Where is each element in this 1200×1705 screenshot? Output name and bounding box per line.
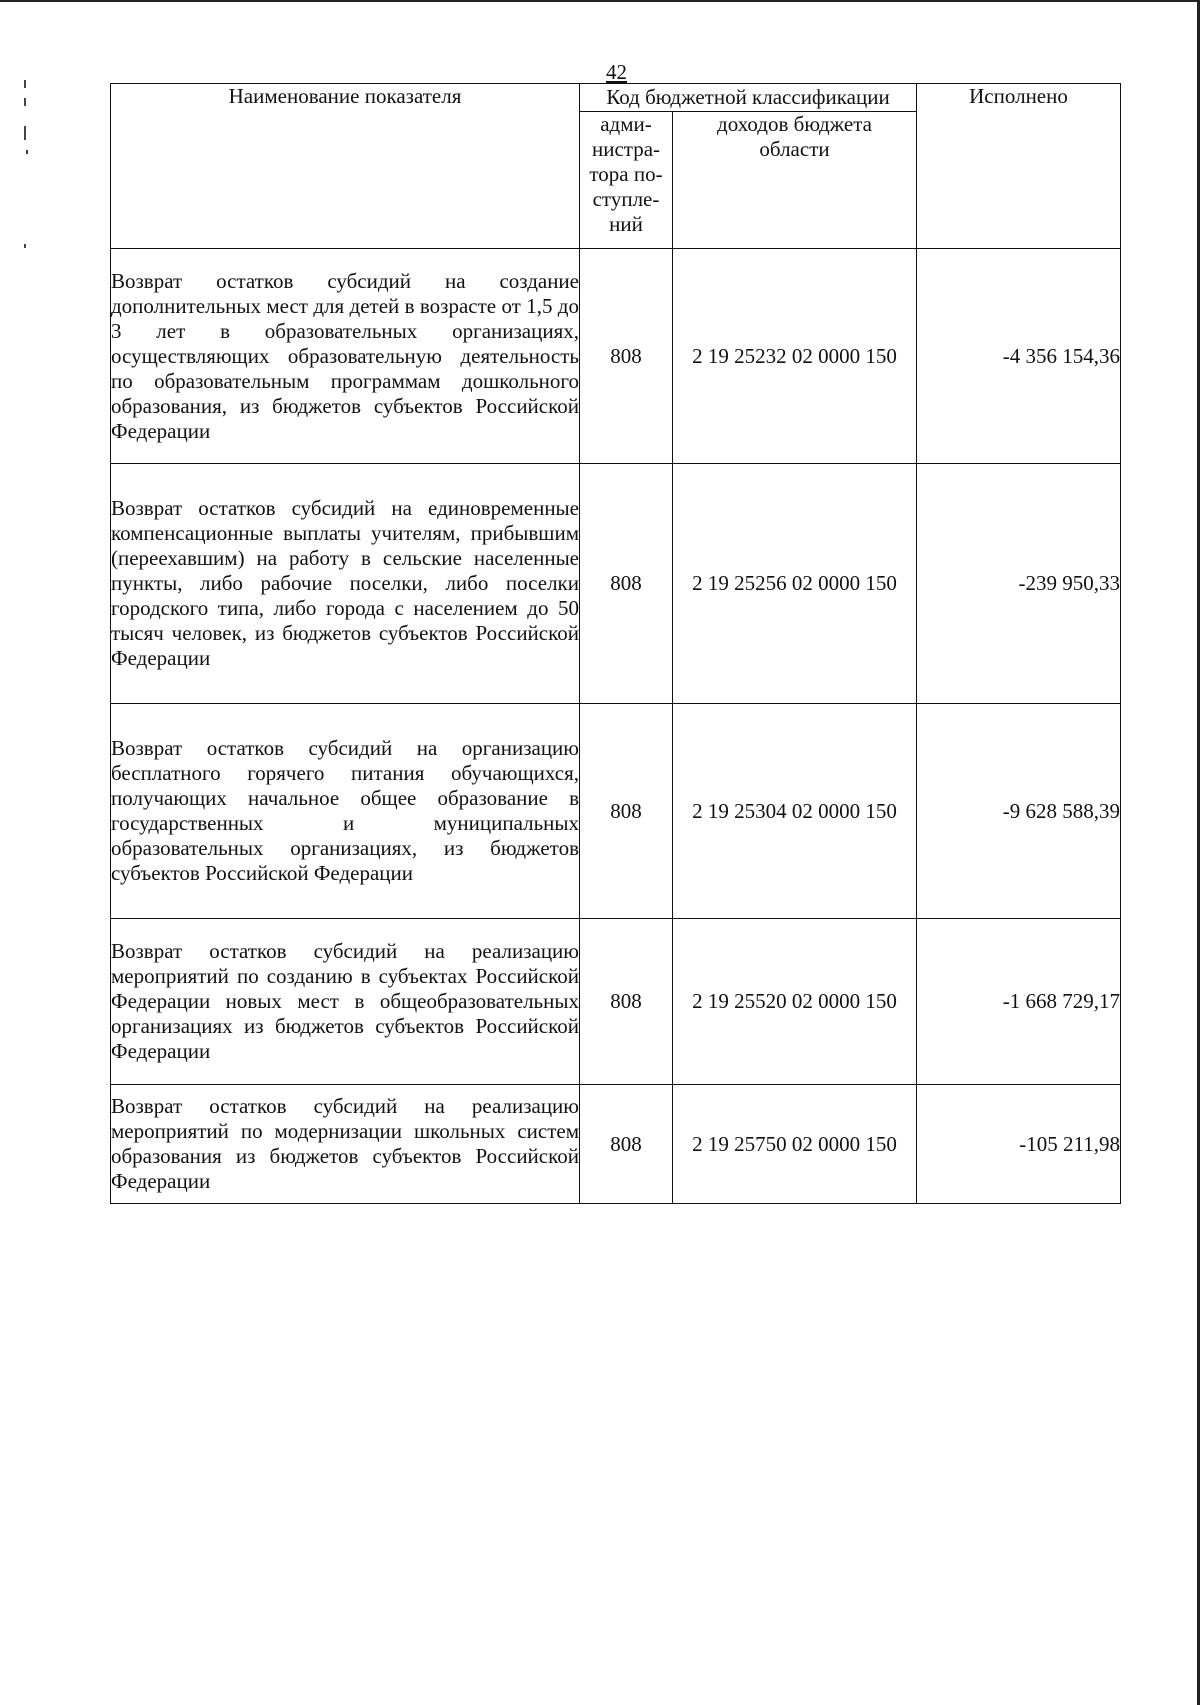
table-row <box>111 1085 1121 1204</box>
budget-table <box>110 83 1121 1204</box>
row-indicator-name: Возврат остатков субсидий на реализацию мероприятий по созданию в субъектах Российской Федерации новых мест в общеобразовательных организациях из бюджетов субъектов Российской Федерации <box>111 919 580 1085</box>
header-indicator-name: Наименование показателя <box>111 84 580 249</box>
row-administrator-code: 808 <box>580 919 673 1085</box>
table-row <box>111 704 1121 919</box>
row-executed-amount: -1 668 729,17 <box>917 919 1121 1085</box>
margin-mark <box>24 98 26 106</box>
table-row <box>111 464 1121 704</box>
margin-mark <box>24 80 26 88</box>
header-executed: Исполнено <box>917 84 1121 249</box>
row-budget-code: 2 19 25232 02 0000 150 <box>673 249 917 464</box>
row-executed-amount: -105 211,98 <box>917 1085 1121 1204</box>
row-administrator-code: 808 <box>580 464 673 704</box>
row-administrator-code: 808 <box>580 704 673 919</box>
row-executed-amount: -239 950,33 <box>917 464 1121 704</box>
row-indicator-name: Возврат остатков субсидий на организацию бесплатного горячего питания обучающихся, получающих начальное общее образование в государственных и муниципальных образовательных организациях, из бюджетов субъектов Российской Федерации <box>111 704 580 919</box>
header-budget-code: Код бюджетной классификации <box>580 84 917 112</box>
row-executed-amount: -9 628 588,39 <box>917 704 1121 919</box>
margin-mark <box>24 244 26 248</box>
row-budget-code: 2 19 25520 02 0000 150 <box>673 919 917 1085</box>
row-executed-amount: -4 356 154,36 <box>917 249 1121 464</box>
subheader-income-code: доходов бюджета области <box>673 112 917 249</box>
margin-mark <box>26 150 28 154</box>
row-budget-code: 2 19 25750 02 0000 150 <box>673 1085 917 1204</box>
table-row <box>111 249 1121 464</box>
page-number: 42 <box>606 60 627 84</box>
row-administrator-code: 808 <box>580 249 673 464</box>
row-indicator-name: Возврат остатков субсидий на создание дополнительных мест для детей в возрасте от 1,5 до 3 лет в образовательных организациях, осуществляющих образовательную деятельность по образовательным программам дошкольного образования, из бюджетов субъектов Российской Федерации <box>111 249 580 464</box>
margin-mark <box>24 126 26 140</box>
row-budget-code: 2 19 25304 02 0000 150 <box>673 704 917 919</box>
page-top-edge <box>0 0 1200 2</box>
row-administrator-code: 808 <box>580 1085 673 1204</box>
row-budget-code: 2 19 25256 02 0000 150 <box>673 464 917 704</box>
subheader-administrator: адми- нистра- тора по- ступле- ний <box>580 112 673 249</box>
row-indicator-name: Возврат остатков субсидий на единовременные компенсационные выплаты учителям, прибывшим (переехавшим) на работу в сельские населенные пункты, либо рабочие поселки, либо поселки городского типа, либо города с населением до 50 тысяч человек, из бюджетов субъектов Российской Федерации <box>111 464 580 704</box>
table-row <box>111 919 1121 1085</box>
row-indicator-name: Возврат остатков субсидий на реализацию мероприятий по модернизации школьных систем образования из бюджетов субъектов Российской Федерации <box>111 1085 580 1204</box>
header-row <box>111 84 1121 112</box>
